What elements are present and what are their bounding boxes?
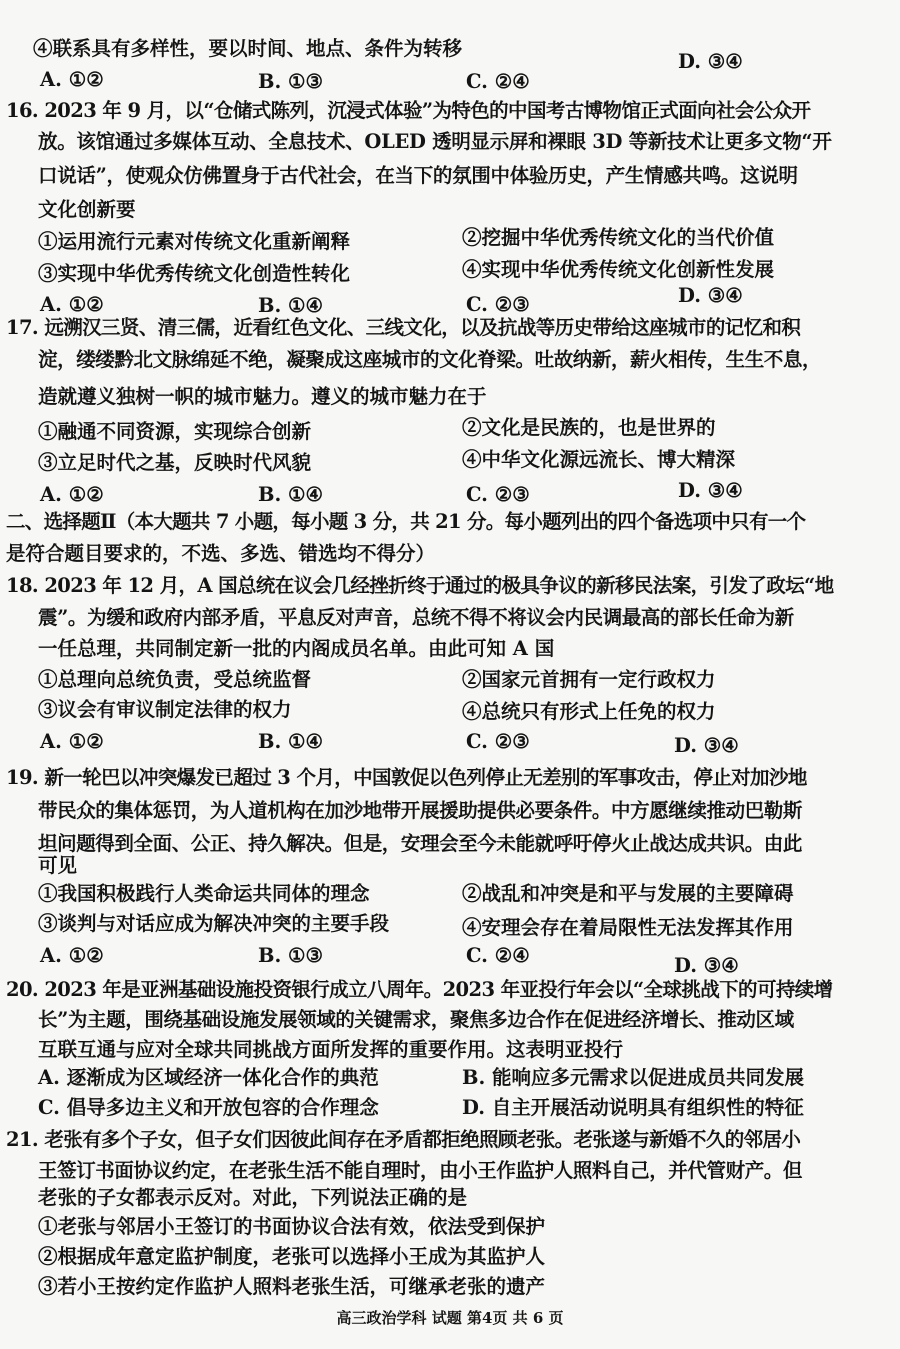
q18-option-2: ②国家元首拥有一定行政权力 bbox=[462, 668, 716, 691]
q17-stem-line-3: 造就遵义独树一帜的城市魅力。遵义的城市魅力在于 bbox=[38, 385, 487, 408]
q18-choice-d: D. ③④ bbox=[674, 734, 739, 757]
q18-stem-line-3: 一任总理，共同制定新一批的内阁成员名单。由此可知 A 国 bbox=[38, 637, 555, 660]
q18-stem-line-1: 18. 2023 年 12 月，A 国总统在议会几经挫折终于通过的极具争议的新移民法案，引发了政坛“地 bbox=[6, 574, 834, 597]
q19-stem-line-4: 可见 bbox=[38, 854, 78, 877]
q18-option-3: ③议会有审议制定法律的权力 bbox=[38, 698, 292, 721]
q19-stem-line-3: 坦问题得到全面、公正、持久解决。但是，安理会至今未能就呼吁停火止战达成共识。由此 bbox=[38, 832, 803, 855]
q20-stem-line-3: 互联互通与应对全球共同挑战方面所发挥的重要作用。这表明亚投行 bbox=[38, 1038, 624, 1061]
q16-choice-b: B. ①④ bbox=[258, 294, 324, 317]
q16-option-3: ③实现中华优秀传统文化创造性转化 bbox=[38, 262, 351, 285]
q18-choice-c: C. ②③ bbox=[466, 730, 530, 753]
q15-choice-c: C. ②④ bbox=[466, 70, 530, 93]
q17-option-3: ③立足时代之基，反映时代风貌 bbox=[38, 451, 312, 474]
q16-stem-line-3: 口说话”，使观众仿佛置身于古代社会，在当下的氛围中体验历史，产生情感共鸣。这说明 bbox=[38, 164, 798, 187]
q20-stem-line-2: 长”为主题，围绕基础设施发展领域的关键需求，聚焦多边合作在促进经济增长、推动区域 bbox=[38, 1008, 794, 1031]
q19-option-4: ④安理会存在着局限性无法发挥其作用 bbox=[462, 916, 794, 939]
q16-option-2: ②挖掘中华优秀传统文化的当代价值 bbox=[462, 226, 775, 249]
q16-choice-c: C. ②③ bbox=[466, 293, 530, 316]
q19-choice-c: C. ②④ bbox=[466, 944, 530, 967]
q17-choice-b: B. ①④ bbox=[258, 483, 324, 506]
q17-option-2: ②文化是民族的，也是世界的 bbox=[462, 416, 716, 439]
q20-stem-line-1: 20. 2023 年是亚洲基础设施投资银行成立八周年。2023 年亚投行年会以“全球挑战下的可持续增 bbox=[6, 978, 833, 1001]
section-2-heading: 二、选择题Ⅱ（本大题共 7 小题，每小题 3 分，共 21 分。每小题列出的四个备选项中只有一个 bbox=[6, 510, 806, 533]
q21-stem-line-2: 王签订书面协议约定，在老张生活不能自理时，由小王作监护人照料自己，并代管财产。但 bbox=[38, 1159, 803, 1182]
q19-option-2: ②战乱和冲突是和平与发展的主要障碍 bbox=[462, 882, 794, 905]
q21-stem-line-3: 老张的子女都表示反对。对此，下列说法正确的是 bbox=[38, 1186, 468, 1209]
q17-stem-line-1: 17. 远溯汉三贤、清三儒，近看红色文化、三线文化，以及抗战等历史带给这座城市的记忆和积 bbox=[6, 316, 801, 339]
q20-option-d: D. 自主开展活动说明具有组织性的特征 bbox=[462, 1096, 804, 1119]
q18-stem-line-2: 震”。为缓和政府内部矛盾，平息反对声音，总统不得不将议会内民调最高的部长任命为新 bbox=[38, 606, 794, 629]
q19-choice-b: B. ①③ bbox=[258, 944, 324, 967]
q18-option-1: ①总理向总统负责，受总统监督 bbox=[38, 668, 312, 691]
q16-choice-a: A. ①② bbox=[40, 293, 104, 316]
q16-stem-line-1: 16. 2023 年 9 月，以“仓储式陈列，沉浸式体验”为特色的中国考古博物馆正式面向社会公众开 bbox=[6, 99, 811, 122]
q19-choice-a: A. ①② bbox=[40, 944, 104, 967]
q16-stem-line-4: 文化创新要 bbox=[38, 198, 136, 221]
q20-option-c: C. 倡导多边主义和开放包容的合作理念 bbox=[38, 1096, 379, 1119]
section-2-instructions: 是符合题目要求的，不选、多选、错选均不得分） bbox=[6, 542, 436, 565]
q20-option-a: A. 逐渐成为区域经济一体化合作的典范 bbox=[38, 1066, 379, 1089]
q16-option-1: ①运用流行元素对传统文化重新阐释 bbox=[38, 230, 351, 253]
q19-stem-line-1: 19. 新一轮巴以冲突爆发已超过 3 个月，中国敦促以色列停止无差别的军事攻击，停止对加沙地 bbox=[6, 766, 807, 789]
q18-choice-b: B. ①④ bbox=[258, 730, 324, 753]
q18-option-4: ④总统只有形式上任免的权力 bbox=[462, 700, 716, 723]
q16-option-4: ④实现中华优秀传统文化创新性发展 bbox=[462, 258, 775, 281]
page-footer: 高三政治学科 试题 第4页 共 6 页 bbox=[336, 1309, 564, 1327]
q20-option-b: B. 能响应多元需求以促进成员共同发展 bbox=[462, 1066, 805, 1089]
q15-option-4: ④联系具有多样性，要以时间、地点、条件为转移 bbox=[33, 37, 463, 60]
q19-choice-d: D. ③④ bbox=[674, 954, 739, 977]
q17-choice-a: A. ①② bbox=[40, 483, 104, 506]
q19-stem-line-2: 带民众的集体惩罚，为人道机构在加沙地带开展援助提供必要条件。中方愿继续推动巴勒斯 bbox=[38, 799, 803, 822]
q15-choice-a: A. ①② bbox=[40, 68, 104, 91]
q17-option-1: ①融通不同资源，实现综合创新 bbox=[38, 420, 312, 443]
q16-choice-d: D. ③④ bbox=[678, 284, 743, 307]
q16-stem-line-2: 放。该馆通过多媒体互动、全息技术、OLED 透明显示屏和裸眼 3D 等新技术让更多文物“开 bbox=[38, 130, 832, 153]
q17-stem-line-2: 淀，缕缕黔北文脉绵延不绝，凝聚成这座城市的文化脊梁。吐故纳新，薪火相传，生生不息， bbox=[38, 348, 822, 371]
q21-stem-line-1: 21. 老张有多个子女，但子女们因彼此间存在矛盾都拒绝照顾老张。老张遂与新婚不久的邻居小 bbox=[6, 1128, 801, 1151]
q18-choice-a: A. ①② bbox=[40, 730, 104, 753]
q21-option-1: ①老张与邻居小王签订的书面协议合法有效，依法受到保护 bbox=[38, 1215, 546, 1238]
q19-option-1: ①我国积极践行人类命运共同体的理念 bbox=[38, 882, 370, 905]
q17-choice-c: C. ②③ bbox=[466, 483, 530, 506]
q21-option-3: ③若小王按约定作监护人照料老张生活，可继承老张的遗产 bbox=[38, 1275, 546, 1298]
q21-option-2: ②根据成年意定监护制度，老张可以选择小王成为其监护人 bbox=[38, 1245, 546, 1268]
q17-choice-d: D. ③④ bbox=[678, 479, 743, 502]
q15-choice-d: D. ③④ bbox=[678, 50, 743, 73]
q15-choice-b: B. ①③ bbox=[258, 70, 324, 93]
q19-option-3: ③谈判与对话应成为解决冲突的主要手段 bbox=[38, 912, 390, 935]
q17-option-4: ④中华文化源远流长、博大精深 bbox=[462, 448, 736, 471]
